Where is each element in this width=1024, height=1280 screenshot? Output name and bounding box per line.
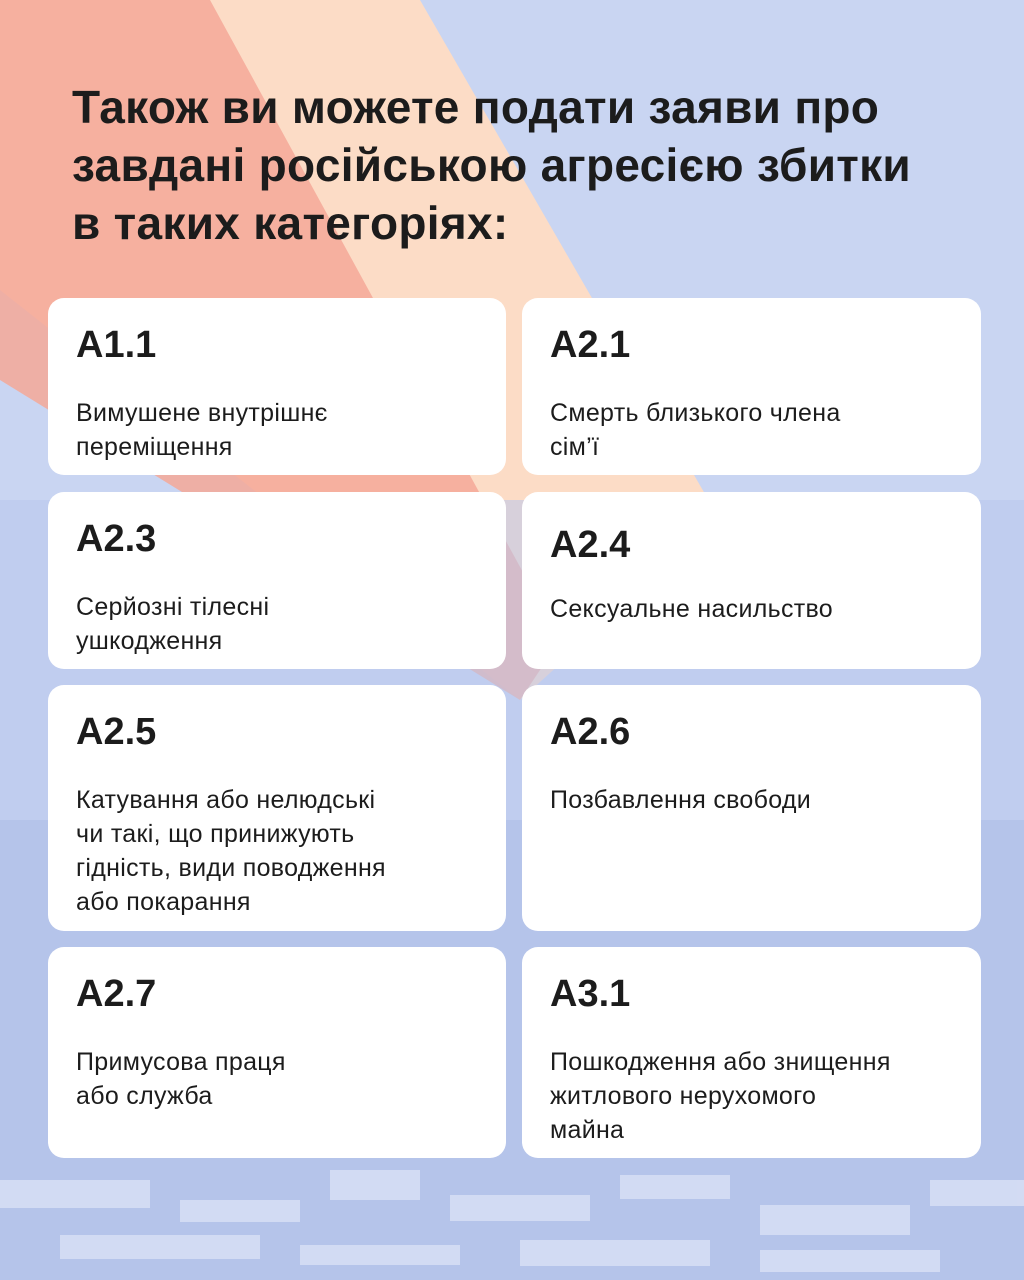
description-line: гідність, види поводження [76,854,386,882]
category-code: A2.5 [76,711,157,753]
category-description [550,396,953,464]
category-code: A2.6 [550,711,631,753]
category-description [76,396,478,464]
description-line: сім’ї [550,433,600,461]
description-line: Примусова праця [76,1048,286,1076]
title-line: завдані російською агресією збитки [72,139,912,191]
category-card-a2-7 [48,947,506,1158]
category-card-a2-5 [48,685,506,931]
description-line: або служба [76,1082,213,1110]
description-line: Сексуальне насильство [550,594,834,623]
page-title [72,78,972,252]
description-line: або покарання [76,888,251,916]
description-line: Вимушене внутрішнє [76,399,328,427]
category-card-a2-3 [48,492,506,669]
category-card-a2-1 [522,298,981,475]
category-code: A1.1 [76,324,157,366]
title-line: в таких категоріях: [72,197,509,249]
title-line: Також ви можете подати заяви про [72,81,880,133]
category-description [550,1045,953,1147]
category-card-a3-1 [522,947,981,1158]
category-code: A2.1 [550,324,631,366]
category-description [550,592,953,626]
description-line: ушкодження [76,627,223,655]
description-line: Катування або нелюдські [76,786,376,814]
category-code: A2.4 [550,523,631,566]
category-card-a1-1 [48,298,506,475]
description-line: Серйозні тілесні [76,593,270,621]
category-code: A3.1 [550,973,631,1015]
category-description [76,783,478,919]
description-line: Пошкодження або знищення [550,1048,891,1076]
category-code: A2.3 [76,518,157,560]
description-line: житлового нерухомого [550,1082,817,1110]
description-line: майна [550,1116,625,1144]
description-line: переміщення [76,433,233,461]
category-description [550,783,953,817]
category-description [76,590,478,658]
category-card-a2-4 [522,492,981,669]
category-description [76,1045,478,1113]
category-card-a2-6 [522,685,981,931]
description-line: чи такі, що принижують [76,820,355,848]
description-line: Смерть близького члена [550,399,841,427]
category-code: A2.7 [76,973,157,1015]
description-line: Позбавлення свободи [550,786,812,814]
